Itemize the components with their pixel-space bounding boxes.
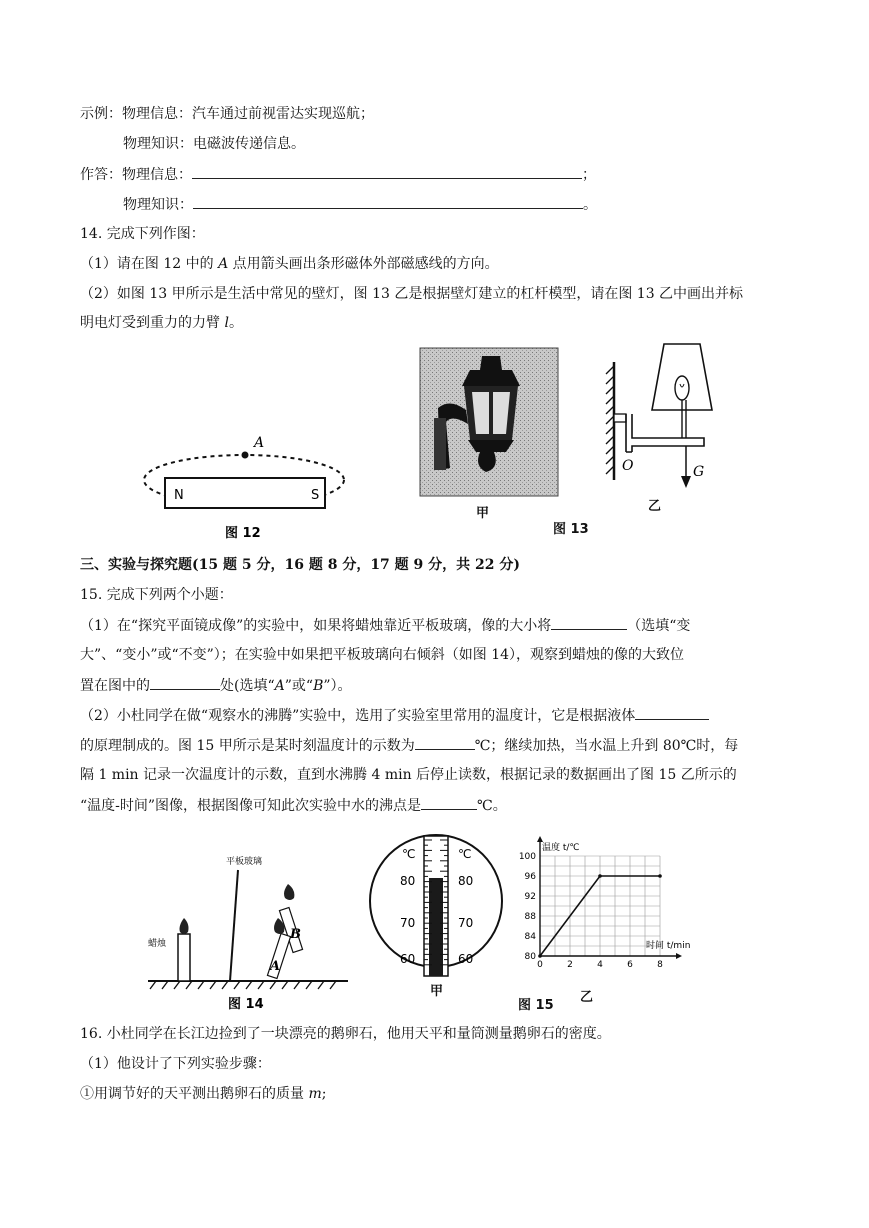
figure-12-caption: 图 12 — [225, 526, 261, 541]
bar-magnet — [165, 478, 325, 508]
q14-part1: （1）请在图 12 中的 A 点用箭头画出条形磁体外部磁感线的方向。 — [80, 256, 499, 272]
figure-13a-lamp-photo — [420, 348, 558, 496]
figure-13a-label: 甲 — [476, 506, 490, 521]
x-tick-label: 6 — [627, 960, 633, 970]
answer-knowledge-line: 物理知识： 。 — [123, 194, 597, 215]
candle — [178, 934, 190, 981]
q15-part1-line2: 大”、“变小”或“不变”）；在实验中如果把平板玻璃向右倾斜（如图 14），观察到蜡烛的像的大致位 — [80, 647, 685, 663]
y-axis-arrow — [537, 836, 543, 842]
q15-part2-line4: “温度-时间”图像，根据图像可知此次实验中水的沸点是 ℃。 — [80, 795, 507, 816]
figure-15b-chart[interactable] — [508, 836, 691, 986]
q15-part1-line1: （1）在“探究平面镜成像”的实验中，如果将蜡烛靠近平板玻璃，像的大小将 （选填“变 — [80, 615, 690, 636]
figure-15a-thermometer[interactable] — [366, 826, 506, 976]
q15-reading-blank[interactable] — [415, 735, 475, 750]
glass-plate — [230, 870, 238, 981]
point-a-label: A — [254, 435, 265, 451]
figure-14[interactable] — [148, 826, 348, 1016]
data-point — [658, 874, 662, 878]
q15-image-size-blank[interactable] — [551, 615, 627, 630]
figure-15a-label: 甲 — [430, 984, 444, 999]
table-hatch — [150, 981, 336, 989]
unit-right: ℃ — [458, 847, 472, 861]
tick-label-80-right: 80 — [458, 874, 474, 888]
force-g-label: G — [693, 464, 705, 480]
chart-grid — [540, 856, 660, 956]
q15-part2-line3: 隔 1 min 记录一次温度计的示数，直到水沸腾 4 min 后停止读数，根据记录的数据画出了图 15 乙所示的 — [80, 767, 737, 783]
x-axis-arrow — [676, 953, 682, 959]
candle-label: 蜡烛 — [148, 939, 167, 949]
example-knowledge-line: 物理知识：电磁波传递信息。 — [123, 136, 305, 152]
q14-part2-line2: 明电灯受到重力的力臂 l。 — [80, 315, 243, 331]
y-tick-label: 80 — [524, 952, 536, 962]
q15-title: 15. 完成下列两个小题： — [80, 587, 233, 603]
tick-label-60-right: 60 — [458, 952, 474, 966]
tick-label-70-right: 70 — [458, 916, 474, 930]
answer-info-line: 作答：物理信息： ； — [80, 164, 596, 185]
q14-part2-line1: （2）如图 13 甲所示是生活中常见的壁灯，图 13 乙是根据壁灯建立的杠杆模型，请在图 13 乙中画出并标 — [80, 286, 744, 302]
lever-arm — [626, 414, 704, 452]
answer-info-blank[interactable] — [192, 164, 582, 179]
chart-y-title: 温度 t/℃ — [542, 843, 580, 853]
figure-13b-lever-model[interactable] — [596, 342, 716, 512]
figure-12[interactable] — [130, 425, 370, 545]
point-b-label: B — [290, 927, 301, 942]
figure-13b-label: 乙 — [648, 499, 662, 514]
y-tick-label: 88 — [524, 912, 536, 922]
unit-left: ℃ — [402, 847, 416, 861]
bulb — [675, 376, 689, 400]
q16-step1: ①用调节好的天平测出鹅卵石的质量 m; — [80, 1086, 327, 1102]
q16-title: 16. 小杜同学在长江边捡到了一块漂亮的鹅卵石，他用天平和量筒测量鹅卵石的密度。 — [80, 1026, 611, 1042]
tick-label-80-left: 80 — [400, 874, 416, 888]
q16-part1: （1）他设计了下列实验步骤： — [80, 1056, 271, 1072]
q15-principle-blank[interactable] — [635, 705, 709, 720]
data-point — [538, 954, 542, 958]
q15-part2-line1: （2）小杜同学在做“观察水的沸腾”实验中，选用了实验室里常用的温度计，它是根据液体 — [80, 705, 709, 726]
y-tick-label: 100 — [518, 852, 536, 862]
x-tick-label: 0 — [537, 960, 543, 970]
figure-14-caption: 图 14 — [228, 997, 264, 1012]
tick-label-60-left: 60 — [400, 952, 416, 966]
example-line: 示例：物理信息：汽车通过前视雷达实现巡航； — [80, 106, 374, 122]
mercury-column — [429, 878, 443, 976]
q15-part1-line3: 置在图中的 处(选填“A”或“B”）。 — [80, 675, 352, 696]
chart-x-title: 时间 t/min — [646, 941, 691, 951]
figure-13-caption: 图 13 — [553, 522, 589, 537]
q14-title: 14. 完成下列作图： — [80, 226, 205, 242]
y-tick-label: 84 — [524, 932, 536, 942]
candle-flame — [180, 918, 189, 934]
point-a-label: A — [270, 959, 281, 974]
section-3-heading: 三、实验与探究题(15 题 5 分，16 题 8 分，17 题 9 分，共 22 分) — [80, 557, 521, 573]
answer-knowledge-blank[interactable] — [193, 194, 583, 209]
figure-15-caption: 图 15 — [518, 998, 554, 1013]
pole-s-label: S — [311, 488, 320, 503]
pivot-o-label: O — [622, 458, 634, 474]
figure-15b-label: 乙 — [580, 990, 594, 1005]
q15-part2-line2: 的原理制成的。图 15 甲所示是某时刻温度计的示数为 ℃；继续加热，当水温上升到 80℃时，每 — [80, 735, 738, 756]
point-a-dot — [242, 452, 249, 459]
q15-boiling-point-blank[interactable] — [421, 795, 477, 810]
x-tick-label: 8 — [657, 960, 663, 970]
x-tick-label: 4 — [597, 960, 603, 970]
q15-image-position-blank[interactable] — [150, 675, 220, 690]
glass-label: 平板玻璃 — [226, 857, 263, 867]
x-tick-label: 2 — [567, 960, 573, 970]
y-tick-label: 92 — [524, 892, 536, 902]
tick-label-70-left: 70 — [400, 916, 416, 930]
data-point — [598, 874, 602, 878]
y-tick-label: 96 — [524, 872, 536, 882]
pole-n-label: N — [174, 488, 184, 503]
